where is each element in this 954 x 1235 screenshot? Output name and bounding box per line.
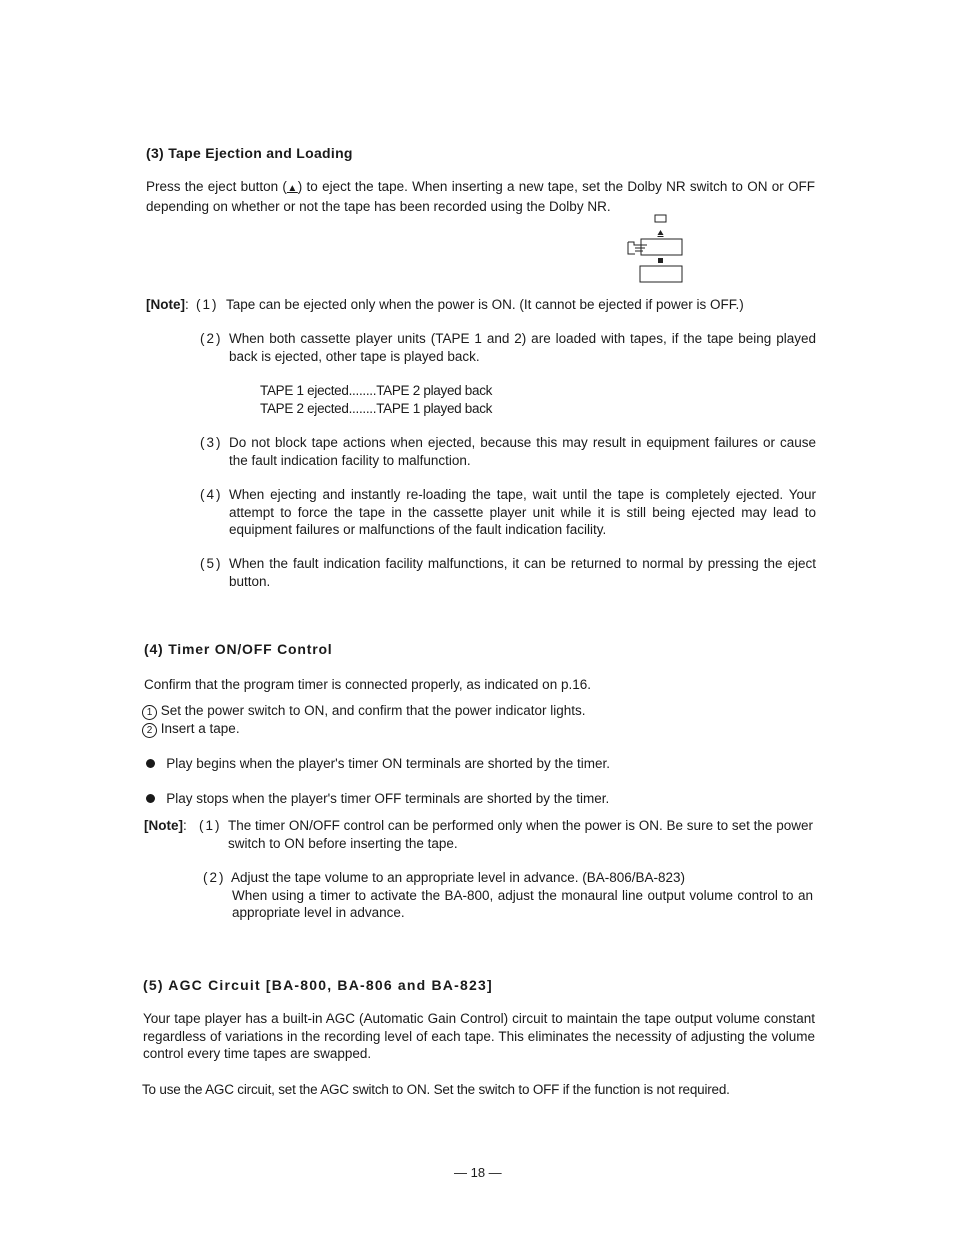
- section-5-heading: (5) AGC Circuit [BA-800, BA-806 and BA-823]: [143, 977, 493, 993]
- bullet-2: Play stops when the player's timer OFF terminals are shorted by the timer.: [146, 790, 609, 808]
- step-2: 2 Insert a tape.: [142, 720, 240, 738]
- note-3-item-4: (4) When ejecting and instantly re-loading the tape, wait until the tape is completely ejected. Your attempt to force the tape in the cassette player unit while it is still being ejected may lead to equipment failures or malfunctions of the fault indication facility.: [200, 487, 816, 537]
- intro-part-1: Press the eject button (: [146, 179, 287, 194]
- section-3-intro: [146, 178, 815, 215]
- section-5-para-1: Your tape player has a built-in AGC (Automatic Gain Control) circuit to maintain the tape output volume constant regardless of variations in the recording level of each tape. This eliminates the necessity of adjusting the volume control every time tapes are swapped.: [143, 1011, 815, 1061]
- note-4-item-1: (1) The timer ON/OFF control can be performed only when the power is ON. Be sure to set the power switch to ON before inserting the tape.: [199, 818, 813, 851]
- section-4-intro: Confirm that the program timer is connected properly, as indicated on p.16.: [144, 677, 591, 692]
- note-label-3: [Note]:: [146, 297, 189, 312]
- note-label-4: [Note]:: [144, 818, 187, 833]
- note-3-item-3: (3) Do not block tape actions when ejected, because this may result in equipment failures or cause the fault indication facility to malfunction.: [200, 435, 816, 468]
- tape-line: TAPE 1 ejected........TAPE 2 played back: [260, 383, 493, 398]
- note-4-item-2: (2) Adjust the tape volume to an appropriate level in advance. (BA-806/BA-823) When using a timer to activate the BA-800, adjust the monaural line output volume control to an appropriate level in advance.: [203, 870, 813, 920]
- section-5-para-2: To use the AGC circuit, set the AGC switch to ON. Set the switch to OFF if the function is not required.: [142, 1082, 730, 1097]
- note-3-item-1: (1) Tape can be ejected only when the power is ON. (It cannot be ejected if power is OFF.): [196, 297, 744, 312]
- eject-symbol-icon: ▲: [286, 183, 298, 194]
- bullet-icon: [146, 759, 155, 768]
- section-4-heading: (4) Timer ON/OFF Control: [144, 641, 333, 657]
- section-3-heading: (3) Tape Ejection and Loading: [146, 145, 353, 161]
- bullet-icon: [146, 794, 155, 803]
- step-2-number-icon: 2: [142, 723, 157, 738]
- tape-eject-table: [260, 382, 492, 417]
- note-3-item-5: (5) When the fault indication facility malfunctions, it can be returned to normal by pressing the eject button.: [200, 556, 816, 589]
- step-1-number-icon: 1: [142, 705, 157, 720]
- intro-part-2: ) to eject the tape. When inserting a new tape, set the Dolby NR switch to ON or OFF depending on whether or not the tape has been recorded using the Dolby NR.: [146, 179, 815, 214]
- bullet-1: Play begins when the player's timer ON terminals are shorted by the timer.: [146, 755, 610, 773]
- step-1: 1 Set the power switch to ON, and confirm that the power indicator lights.: [142, 702, 585, 720]
- tape-line: TAPE 2 ejected........TAPE 1 played back: [260, 400, 493, 416]
- eject-button-diagram-icon: [625, 212, 687, 286]
- page-number: — 18 —: [454, 1165, 502, 1180]
- note-3-item-2: (2) When both cassette player units (TAPE 1 and 2) are loaded with tapes, if the tape being played back is ejected, other tape is played back.: [200, 331, 816, 364]
